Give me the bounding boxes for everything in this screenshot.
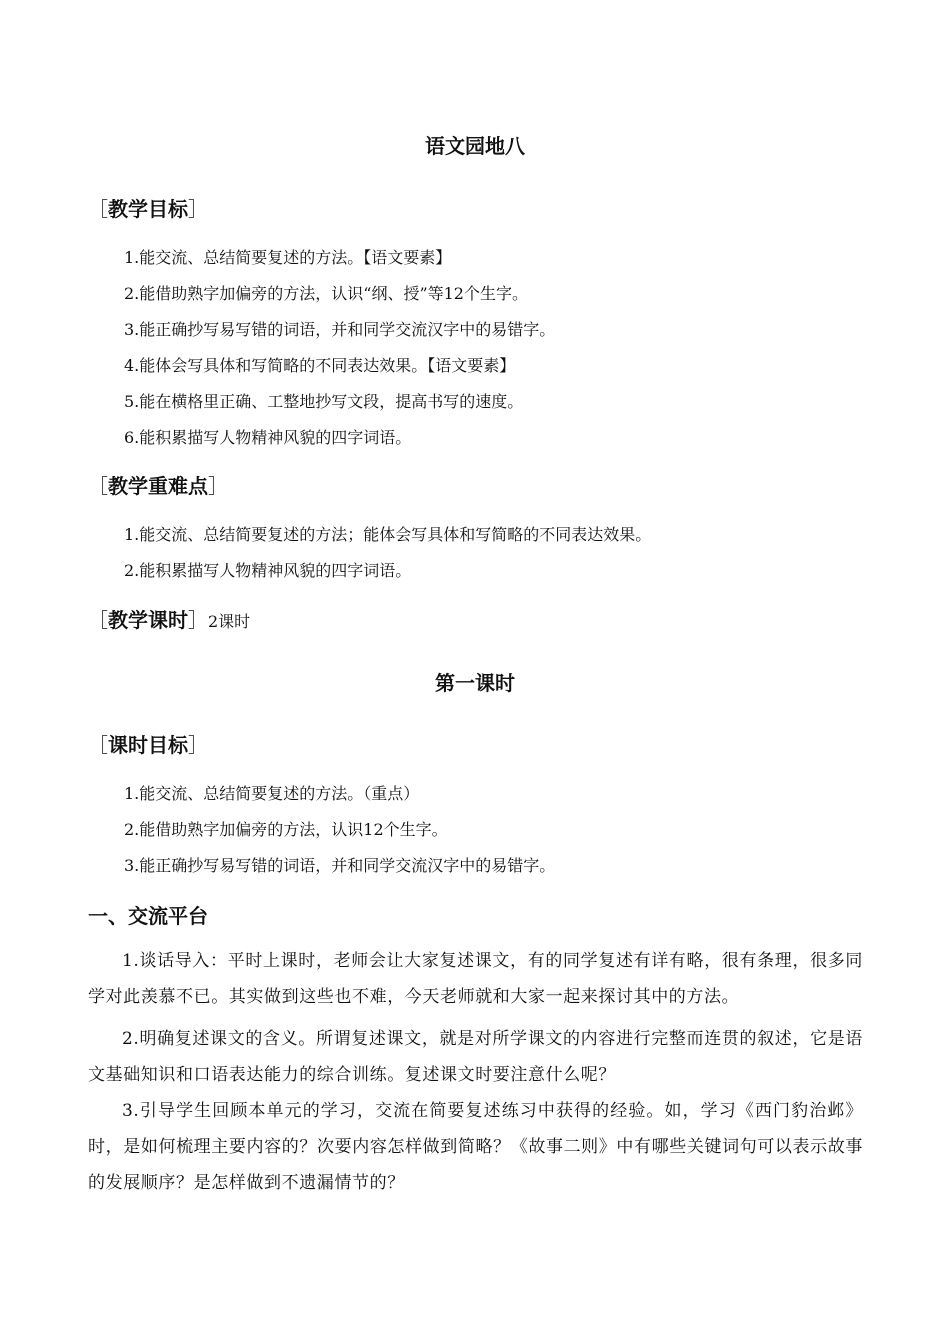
key-points-heading [88, 470, 228, 499]
lesson-objective-item: 3.能正确抄写易写错的词语，并和同学交流汉字中的易错字。 [124, 856, 556, 875]
lesson-objective-item: 2.能借助熟字加偏旁的方法，认识12个生字。 [124, 820, 448, 839]
bracket-left: ［ [88, 608, 108, 632]
section-heading: 一、交流平台 [88, 904, 208, 928]
lesson-objectives-heading [88, 729, 208, 758]
bracket-right: ］ [188, 197, 208, 221]
objectives-heading [88, 193, 208, 222]
objective-item: 1.能交流、总结简要复述的方法。【语文要素】 [124, 248, 452, 267]
bracket-right: ］ [188, 608, 208, 632]
lesson-title: 第一课时 [435, 671, 515, 695]
body-paragraph: 3.引导学生回顾本单元的学习，交流在简要复述练习中获得的经验。如，学习《西门豹治邺》时，是如何梳理主要内容的？次要内容怎样做到简略？《故事二则》中有哪些关键词句可以表示故事的发展顺序？是怎样做到不遗漏情节的？ [88, 1101, 863, 1193]
bracket-left: ［ [88, 733, 108, 757]
hours-value: 2课时 [208, 612, 251, 631]
bracket-right: ］ [208, 474, 228, 498]
objective-item: 3.能正确抄写易写错的词语，并和同学交流汉字中的易错字。 [124, 320, 556, 339]
hours-heading-text: 教学课时 [108, 608, 188, 632]
bracket-left: ［ [88, 474, 108, 498]
objective-item: 2.能借助熟字加偏旁的方法，认识“纲、授”等12个生字。 [124, 284, 528, 303]
bracket-left: ［ [88, 197, 108, 221]
objectives-heading-text: 教学目标 [108, 197, 188, 221]
key-points-heading-text: 教学重难点 [108, 474, 208, 498]
body-paragraph: 1.谈话导入：平时上课时，老师会让大家复述课文，有的同学复述有详有略，很有条理，很多同学对此羡慕不已。其实做到这些也不难，今天老师就和大家一起来探讨其中的方法。 [88, 951, 863, 1007]
objective-item: 4.能体会写具体和写简略的不同表达效果。【语文要素】 [124, 356, 516, 375]
document-title: 语文园地八 [425, 134, 525, 158]
body-paragraph: 2.明确复述课文的含义。所谓复述课文，就是对所学课文的内容进行完整而连贯的叙述，它是语文基础知识和口语表达能力的综合训练。复述课文时要注意什么呢？ [88, 1029, 863, 1085]
objective-item: 5.能在横格里正确、工整地抄写文段，提高书写的速度。 [124, 392, 524, 411]
hours-heading [88, 604, 250, 633]
key-point-item: 1.能交流、总结简要复述的方法；能体会写具体和写简略的不同表达效果。 [124, 525, 652, 544]
objective-item: 6.能积累描写人物精神风貌的四字词语。 [124, 428, 412, 447]
key-point-item: 2.能积累描写人物精神风貌的四字词语。 [124, 561, 412, 580]
lesson-objective-item: 1.能交流、总结简要复述的方法。（重点） [124, 784, 420, 803]
bracket-right: ］ [188, 733, 208, 757]
lesson-objectives-heading-text: 课时目标 [108, 733, 188, 757]
